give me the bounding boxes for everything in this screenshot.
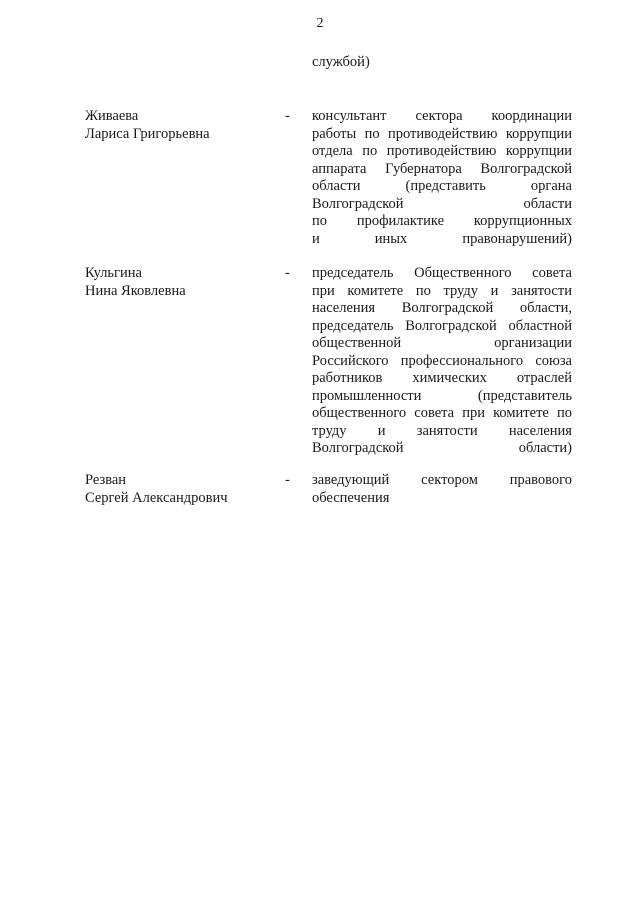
position-word: председатель [312, 265, 394, 281]
position-line [312, 126, 572, 144]
position-word: сектора [415, 108, 463, 124]
position-word: области, [519, 300, 572, 316]
position-line [312, 178, 572, 196]
position-word: председатель [312, 317, 394, 334]
position-line [312, 370, 572, 388]
position-word: населения [312, 300, 376, 316]
position-line [312, 405, 572, 423]
position-word: координации [491, 108, 572, 124]
position-line [312, 300, 572, 318]
position-line [312, 265, 572, 283]
position-word: союза [535, 352, 572, 369]
member-given-names: Нина Яковлевна [85, 282, 186, 299]
position-word: Волгоградской [312, 195, 404, 212]
position-word: организации [494, 335, 572, 351]
position-line [312, 353, 572, 371]
position-word: Волгоградской [405, 317, 497, 334]
position-word: (представить [405, 178, 486, 194]
position-word: заведующий [312, 472, 390, 488]
position-line [312, 161, 572, 179]
position-word: общественной [312, 335, 402, 351]
member-given-names: Сергей Александрович [85, 489, 228, 506]
position-word: коррупционных [473, 213, 572, 229]
separator-dash: - [285, 108, 290, 124]
position-word: работы [312, 125, 357, 142]
position-word: при [312, 282, 335, 299]
position-word: Волгоградской [401, 300, 494, 316]
position-word: занятости [416, 422, 478, 439]
position-line [312, 388, 572, 406]
position-word: Общественного [414, 265, 512, 281]
position-word: коррупции [505, 125, 572, 142]
position-word: Российского [312, 352, 389, 369]
member-surname: Живаева [85, 108, 139, 124]
position-word: профилактике [356, 213, 444, 229]
position-word: отдела [312, 143, 353, 159]
position-word: аппарата [312, 160, 367, 177]
position-line [312, 472, 572, 490]
position-word: совета [414, 405, 455, 421]
position-word: промышленности [312, 387, 422, 404]
member-surname: Кульгина [85, 265, 142, 281]
position-word: по [556, 405, 572, 421]
position-word: органа [530, 178, 572, 194]
position-line [312, 143, 572, 161]
member-surname: Резван [85, 472, 127, 488]
position-word: области [523, 195, 572, 212]
member-position [312, 472, 572, 507]
position-word: общественного [312, 405, 407, 421]
position-word: и [377, 422, 386, 439]
member-name [85, 108, 275, 143]
position-word: профессионального [400, 352, 524, 369]
position-word: труду [312, 422, 347, 439]
position-word: консультант [312, 108, 387, 124]
position-word: Губернатора [385, 160, 462, 177]
position-word: труду [443, 282, 479, 299]
position-line: Волгоградской области) [312, 440, 572, 456]
position-word: правового [509, 472, 572, 488]
page-number: 2 [316, 16, 324, 31]
position-line [312, 213, 572, 231]
position-word: и [490, 282, 499, 299]
position-word: области [312, 178, 361, 194]
separator-dash: - [285, 472, 290, 488]
position-word: коррупции [505, 143, 572, 159]
position-word: химических [412, 370, 487, 386]
position-word: противодействию [386, 143, 497, 159]
position-line [312, 196, 572, 214]
position-line [312, 283, 572, 301]
member-position [312, 265, 572, 458]
continuation-text: службой) [312, 54, 370, 70]
position-word: по [362, 143, 378, 159]
position-word: противодействию [387, 125, 498, 142]
position-word: комитете [347, 282, 404, 299]
member-name [85, 265, 275, 300]
position-word: по [312, 213, 328, 229]
position-word: комитете [493, 405, 549, 421]
member-given-names: Лариса Григорьевна [85, 125, 210, 142]
position-line: и иных правонарушений) [312, 230, 572, 247]
position-word: занятости [511, 282, 572, 299]
member-position [312, 108, 572, 248]
position-word: совета [532, 265, 572, 281]
position-word: (представитель [477, 387, 572, 404]
position-line [312, 318, 572, 336]
position-word: отраслей [516, 370, 572, 386]
position-word: по [415, 282, 431, 299]
position-word: областной [508, 317, 572, 334]
position-word: работников [312, 370, 383, 386]
position-word: при [462, 405, 485, 421]
position-line [312, 335, 572, 353]
member-name [85, 472, 275, 507]
position-word: по [364, 125, 380, 142]
position-line [312, 108, 572, 126]
position-word: сектором [421, 472, 478, 488]
position-word: населения [508, 422, 572, 439]
position-line: обеспечения [312, 489, 390, 506]
position-line [312, 423, 572, 441]
separator-dash: - [285, 265, 290, 281]
position-word: Волгоградской [480, 160, 572, 177]
